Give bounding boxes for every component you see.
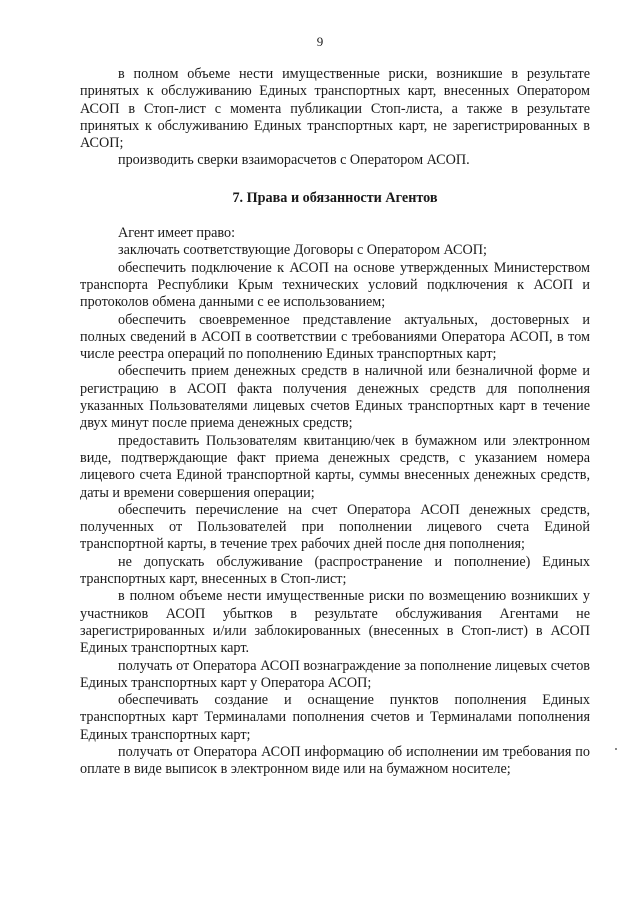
paragraph-stop-list: не допускать обслуживание (распространение и пополнение) Единых транспортных карт, внесенных в Стоп-лист; — [80, 553, 590, 588]
paragraph-contracts: заключать соответствующие Договоры с Оператором АСОП; — [118, 242, 487, 259]
paragraph-connection: обеспечить подключение к АСОП на основе утвержденных Министерством транспорта Республики Крым технических условий подключения к АСОП и протоколов обмена данными с ее использованием; — [80, 259, 590, 311]
paragraph-payment-acceptance: обеспечить прием денежных средств в наличной или безналичной форме и регистрацию в АСОП факта получения денежных средств для пополнения указанных Пользователями лицевых счетов Единых транспортных карт в течение двух минут после приема денежных средств; — [80, 363, 590, 432]
paragraph-risks: в полном объеме нести имущественные риски, возникшие в результате принятых к обслуживанию Единых транспортных карт, внесенных Оператором АСОП в Стоп-лист с момента публикации Стоп-листа, а также в результате принятых к обслуживанию Единых транспортных карт, не зарегистрированных в АСОП; — [80, 66, 590, 152]
page-number: 9 — [316, 34, 324, 49]
section-title: 7. Права и обязанности Агентов — [232, 189, 438, 206]
paragraph-liability: в полном объеме нести имущественные риски по возмещению возникших у участников АСОП убытков в результате обслуживания Агентами не зарегистрированных и/или заблокированных (внесенных в Стоп-лист) в АСОП Единых транспортных карт. — [80, 588, 590, 657]
scan-artifact — [615, 748, 617, 750]
paragraph-reconciliation: производить сверки взаиморасчетов с Оператором АСОП. — [118, 152, 470, 169]
document-body — [80, 66, 590, 779]
paragraph-statements: получать от Оператора АСОП информацию об исполнении им требования по оплате в виде выписок в электронном виде или на бумажном носителе; — [80, 743, 590, 778]
paragraph-receipt: предоставить Пользователям квитанцию/чек в бумажном или электронном виде, подтверждающие факт приема денежных средств, с указанием номера лицевого счета Единой транспортной карты, суммы внесенных денежных средств, даты и времени совершения операции; — [80, 432, 590, 501]
paragraph-agent-rights-intro: Агент имеет право: — [118, 225, 236, 242]
paragraph-data-submission: обеспечить своевременное представление актуальных, достоверных и полных сведений в АСОП в соответствии с требованиями Оператора АСОП, в том числе реестра операций по пополнению Единых транспортных карт; — [80, 311, 590, 363]
paragraph-transfer: обеспечить перечисление на счет Оператора АСОП денежных средств, полученных от Пользователей при пополнении лицевого счета Единой транспортной карты, в течение трех рабочих дней после дня пополнения; — [80, 501, 590, 553]
paragraph-remuneration: получать от Оператора АСОП вознаграждение за пополнение лицевых счетов Единых транспортных карт у Оператора АСОП; — [80, 657, 590, 691]
paragraph-terminals: обеспечивать создание и оснащение пунктов пополнения Единых транспортных карт Терминалами пополнения счетов и Терминалами пополнения Единых транспортных карт; — [80, 692, 590, 743]
